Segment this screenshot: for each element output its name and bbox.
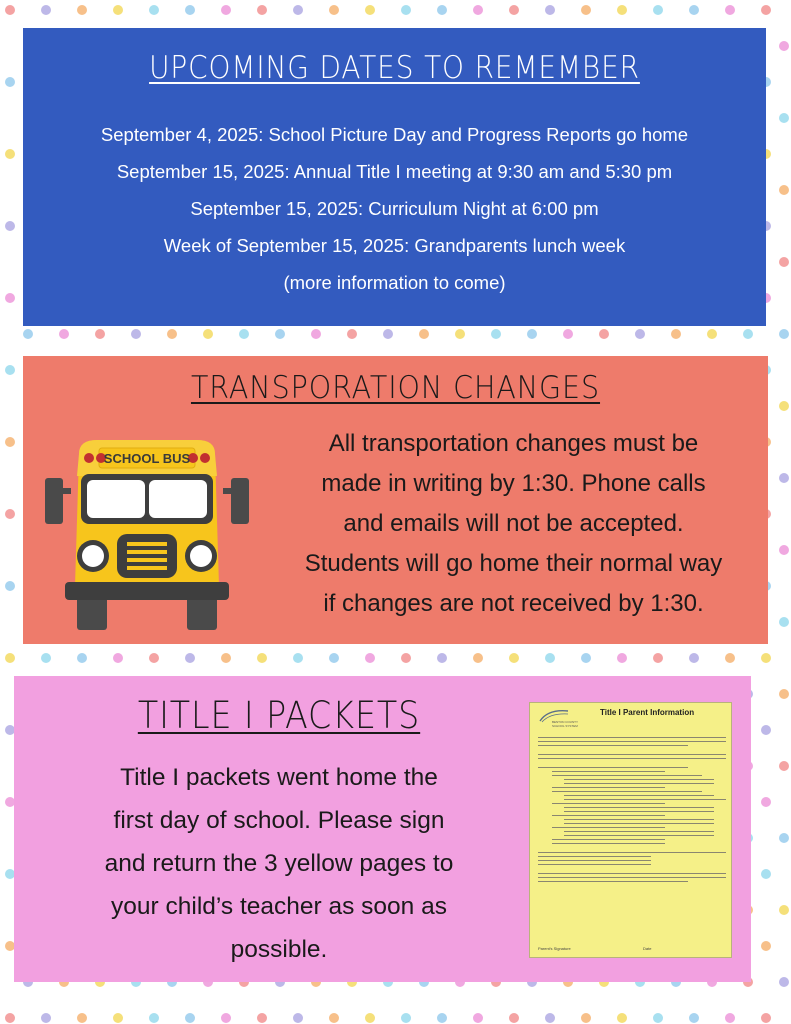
- background-dot: [203, 329, 213, 339]
- dates-list: [23, 116, 766, 301]
- date-item: (more information to come): [283, 272, 506, 293]
- background-dot: [365, 1013, 375, 1023]
- background-dot: [149, 5, 159, 15]
- background-dot: [185, 1013, 195, 1023]
- background-dot: [41, 5, 51, 15]
- transportation-line: All transportation changes must be: [328, 430, 699, 457]
- background-dot: [545, 5, 555, 15]
- background-dot: [473, 1013, 483, 1023]
- background-dot: [113, 1013, 123, 1023]
- background-dot: [5, 581, 15, 591]
- background-dot: [5, 221, 15, 231]
- school-system-logo-text: BENTON COUNTY SCHOOL SYSTEM: [552, 720, 578, 728]
- background-dot: [257, 5, 267, 15]
- background-dot: [761, 869, 771, 879]
- background-dot: [779, 689, 789, 699]
- transportation-message: [271, 424, 756, 624]
- transportation-panel: [23, 356, 768, 644]
- background-dot: [5, 653, 15, 663]
- background-dot: [113, 5, 123, 15]
- background-dot: [5, 149, 15, 159]
- background-dot: [761, 1013, 771, 1023]
- background-dot: [149, 653, 159, 663]
- signature-label: Parent's Signature: [538, 946, 571, 951]
- background-dot: [149, 1013, 159, 1023]
- transportation-line: and emails will not be accepted.: [343, 510, 684, 537]
- background-dot: [5, 437, 15, 447]
- background-dot: [527, 329, 537, 339]
- background-dot: [761, 797, 771, 807]
- background-dot: [779, 473, 789, 483]
- document-title: Title I Parent Information: [600, 708, 695, 717]
- background-dot: [491, 329, 501, 339]
- background-dot: [23, 329, 33, 339]
- transportation-line: made in writing by 1:30. Phone calls: [321, 470, 706, 497]
- background-dot: [689, 653, 699, 663]
- date-item: September 15, 2025: Annual Title I meeting at 9:30 am and 5:30 pm: [116, 161, 673, 182]
- background-dot: [689, 1013, 699, 1023]
- transportation-line: if changes are not received by 1:30.: [323, 590, 704, 617]
- background-dot: [131, 329, 141, 339]
- upcoming-dates-panel: [23, 28, 766, 326]
- date-item: September 4, 2025: School Picture Day and Progress Reports go home: [100, 124, 689, 145]
- background-dot: [545, 1013, 555, 1023]
- background-dot: [41, 1013, 51, 1023]
- title-one-line: possible.: [230, 936, 328, 963]
- title-one-heading: TITLE I PACKETS: [137, 694, 421, 737]
- background-dot: [779, 113, 789, 123]
- background-dot: [617, 5, 627, 15]
- title-one-message: [44, 756, 514, 971]
- background-dot: [509, 1013, 519, 1023]
- background-dot: [437, 653, 447, 663]
- background-dot: [761, 941, 771, 951]
- background-dot: [239, 329, 249, 339]
- background-dot: [41, 653, 51, 663]
- date-label: Date: [643, 946, 652, 951]
- background-dot: [653, 5, 663, 15]
- background-dot: [77, 5, 87, 15]
- background-dot: [329, 1013, 339, 1023]
- transportation-line: Students will go home their normal way: [304, 550, 723, 577]
- background-dot: [599, 329, 609, 339]
- background-dot: [383, 329, 393, 339]
- background-dot: [779, 761, 789, 771]
- background-dot: [473, 653, 483, 663]
- school-bus-icon: [41, 436, 251, 636]
- background-dot: [401, 1013, 411, 1023]
- background-dot: [5, 509, 15, 519]
- background-dot: [653, 653, 663, 663]
- background-dot: [347, 329, 357, 339]
- background-dot: [779, 401, 789, 411]
- background-dot: [455, 329, 465, 339]
- background-dot: [779, 185, 789, 195]
- background-dot: [779, 545, 789, 555]
- background-dot: [779, 833, 789, 843]
- document-signature-line: [538, 946, 652, 951]
- background-dot: [779, 257, 789, 267]
- background-dot: [275, 329, 285, 339]
- date-item: September 15, 2025: Curriculum Night at 6:00 pm: [190, 198, 599, 219]
- background-dot: [725, 1013, 735, 1023]
- background-dot: [761, 653, 771, 663]
- background-dot: [725, 653, 735, 663]
- background-dot: [581, 653, 591, 663]
- background-dot: [365, 5, 375, 15]
- background-dot: [689, 5, 699, 15]
- title-one-packets-panel: [14, 676, 751, 982]
- background-dot: [293, 5, 303, 15]
- transportation-heading: TRANSPORATION CHANGES: [190, 370, 601, 406]
- background-dot: [77, 653, 87, 663]
- background-dot: [563, 329, 573, 339]
- background-dot: [167, 329, 177, 339]
- background-dot: [617, 1013, 627, 1023]
- background-dot: [509, 5, 519, 15]
- background-dot: [5, 77, 15, 87]
- background-dot: [437, 1013, 447, 1023]
- background-dot: [779, 41, 789, 51]
- background-dot: [617, 653, 627, 663]
- background-dot: [95, 329, 105, 339]
- title-one-line: first day of school. Please sign: [113, 807, 445, 834]
- background-dot: [707, 329, 717, 339]
- background-dot: [779, 905, 789, 915]
- background-dot: [329, 653, 339, 663]
- background-dot: [581, 5, 591, 15]
- background-dot: [509, 653, 519, 663]
- background-dot: [419, 329, 429, 339]
- background-dot: [257, 653, 267, 663]
- background-dot: [779, 617, 789, 627]
- title-one-line: Title I packets went home the: [120, 764, 438, 791]
- background-dot: [545, 653, 555, 663]
- background-dot: [5, 1013, 15, 1023]
- background-dot: [329, 5, 339, 15]
- background-dot: [761, 5, 771, 15]
- background-dot: [221, 1013, 231, 1023]
- background-dot: [185, 5, 195, 15]
- background-dot: [653, 1013, 663, 1023]
- background-dot: [743, 329, 753, 339]
- upcoming-dates-heading: UPCOMING DATES TO REMEMBER: [149, 50, 640, 86]
- background-dot: [311, 329, 321, 339]
- background-dot: [779, 329, 789, 339]
- background-dot: [725, 5, 735, 15]
- parent-information-document-image: [529, 702, 732, 958]
- background-dot: [293, 653, 303, 663]
- background-dot: [635, 329, 645, 339]
- background-dot: [5, 5, 15, 15]
- date-item: Week of September 15, 2025: Grandparents lunch week: [163, 235, 626, 256]
- background-dot: [581, 1013, 591, 1023]
- background-dot: [473, 5, 483, 15]
- document-body-text: [538, 737, 726, 885]
- title-one-line: and return the 3 yellow pages to: [104, 850, 454, 877]
- background-dot: [401, 5, 411, 15]
- background-dot: [221, 5, 231, 15]
- background-dot: [257, 1013, 267, 1023]
- background-dot: [761, 725, 771, 735]
- background-dot: [113, 653, 123, 663]
- background-dot: [221, 653, 231, 663]
- title-one-line: your child’s teacher as soon as: [111, 893, 447, 920]
- background-dot: [401, 653, 411, 663]
- background-dot: [365, 653, 375, 663]
- background-dot: [293, 1013, 303, 1023]
- bus-sign-text: SCHOOL BUS: [103, 451, 191, 466]
- background-dot: [185, 653, 195, 663]
- background-dot: [5, 365, 15, 375]
- background-dot: [779, 977, 789, 987]
- background-dot: [671, 329, 681, 339]
- background-dot: [77, 1013, 87, 1023]
- background-dot: [437, 5, 447, 15]
- background-dot: [5, 293, 15, 303]
- background-dot: [59, 329, 69, 339]
